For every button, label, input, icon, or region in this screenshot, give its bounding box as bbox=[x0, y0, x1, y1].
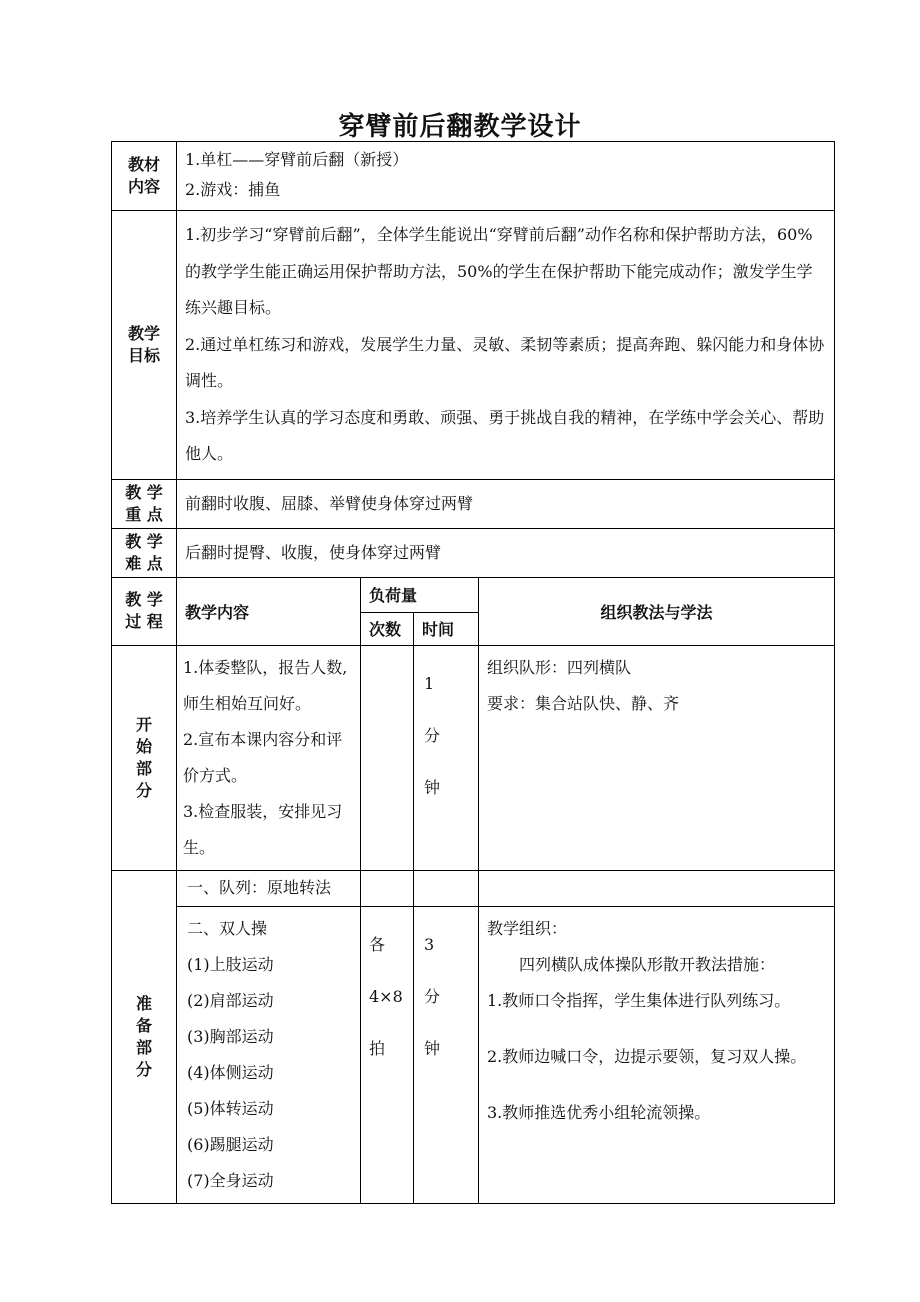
start-content-cell bbox=[177, 645, 361, 870]
prep-section-row-1 bbox=[112, 870, 835, 906]
content-line: 1.单杠——穿臂前后翻（新授） bbox=[185, 150, 409, 169]
reps-header: 次数 bbox=[361, 612, 414, 645]
load-header: 负荷量 bbox=[361, 577, 479, 612]
prep-drill-time bbox=[414, 870, 479, 906]
prep-content-title: 二、双人操 bbox=[187, 918, 268, 938]
objective-item: 3.培养学生认真的学习态度和勇敢、顽强、勇于挑战自我的精神，在学练中学会关心、帮助他人。 bbox=[185, 407, 825, 463]
prep-method-item: 2.教师边喊口令，边提示要领，复习双人操。 bbox=[487, 1046, 807, 1066]
prep-content-item: (4)体侧运动 bbox=[187, 1062, 274, 1082]
page-title: 穿臂前后翻教学设计 bbox=[338, 112, 582, 142]
start-reps-cell bbox=[361, 645, 414, 870]
prep-drill-reps bbox=[361, 870, 414, 906]
prep-drill-method bbox=[479, 870, 835, 906]
difficulty-label: 教 学 难 点 bbox=[112, 528, 177, 577]
content-row bbox=[112, 142, 835, 211]
prep-section-label: 准 备 部 分 bbox=[112, 870, 177, 1203]
prep-time-cell: 3 分 钟 bbox=[414, 906, 479, 1203]
start-content-item: 3.检查服装，安排见习生。 bbox=[183, 801, 343, 857]
objective-item: 1.初步学习“穿臂前后翻”，全体学生能说出“穿臂前后翻”动作名称和保护帮助方法，60%的教学学生能正确运用保护帮助方法，50%的学生在保护帮助下能完成动作；激发学生学练兴趣目标。 bbox=[185, 225, 813, 317]
difficulty-text: 后翻时提臀、收腹，使身体穿过两臂 bbox=[185, 542, 442, 562]
start-section-label: 开 始 部 分 bbox=[112, 645, 177, 870]
prep-content-cell bbox=[177, 906, 361, 1203]
prep-content-item: (3)胸部运动 bbox=[187, 1026, 274, 1046]
objectives-row bbox=[112, 211, 835, 480]
start-time-cell: 1 分 钟 bbox=[414, 645, 479, 870]
objective-item: 2.通过单杠练习和游戏，发展学生力量、灵敏、柔韧等素质；提高奔跑、躲闪能力和身体协调性。 bbox=[185, 334, 825, 390]
prep-method-item: 3.教师推选优秀小组轮流领操。 bbox=[487, 1102, 711, 1122]
process-content-header: 教学内容 bbox=[177, 577, 361, 645]
prep-method-title: 教学组织： bbox=[487, 918, 568, 938]
lesson-plan-table bbox=[111, 141, 835, 1204]
start-method-item: 要求：集合站队快、静、齐 bbox=[487, 693, 680, 713]
prep-method-intro: 四列横队成体操队形散开教法措施： bbox=[519, 954, 776, 974]
time-header: 时间 bbox=[414, 612, 479, 645]
start-method-item: 组织队形：四列横队 bbox=[487, 657, 632, 677]
prep-content-item: (6)踢腿运动 bbox=[187, 1134, 274, 1154]
prep-method-cell bbox=[479, 906, 835, 1203]
key-point-row bbox=[112, 479, 835, 528]
prep-drill-cell: 一、队列：原地转法 bbox=[177, 870, 361, 906]
start-content-item: 1.体委整队，报告人数,师生相始互问好。 bbox=[183, 657, 348, 713]
key-point-text: 前翻时收腹、屈膝、举臂使身体穿过两臂 bbox=[185, 493, 474, 513]
prep-content-item: (7)全身运动 bbox=[187, 1170, 274, 1190]
prep-content-item: (5)体转运动 bbox=[187, 1098, 274, 1118]
spacer bbox=[487, 1019, 828, 1039]
start-content-item: 2.宣布本课内容分和评价方式。 bbox=[183, 729, 343, 785]
content-cell bbox=[177, 142, 835, 211]
spacer bbox=[487, 1075, 828, 1095]
process-label: 教 学 过 程 bbox=[112, 577, 177, 645]
objectives-label: 教学 目标 bbox=[112, 211, 177, 480]
start-method-cell bbox=[479, 645, 835, 870]
prep-method-item: 1.教师口令指挥，学生集体进行队列练习。 bbox=[487, 990, 791, 1010]
process-header-row bbox=[112, 577, 835, 612]
method-header: 组织教法与学法 bbox=[479, 577, 835, 645]
difficulty-row bbox=[112, 528, 835, 577]
content-line: 2.游戏：捕鱼 bbox=[185, 180, 281, 199]
key-point-label: 教 学 重 点 bbox=[112, 479, 177, 528]
prep-reps-cell: 各 4×8 拍 bbox=[361, 906, 414, 1203]
prep-section-row-2 bbox=[112, 906, 835, 1203]
key-point-cell bbox=[177, 479, 835, 528]
difficulty-cell bbox=[177, 528, 835, 577]
start-section-row bbox=[112, 645, 835, 870]
prep-content-item: (1)上肢运动 bbox=[187, 954, 274, 974]
objectives-cell bbox=[177, 211, 835, 480]
content-label: 教材 内容 bbox=[112, 142, 177, 211]
prep-content-item: (2)肩部运动 bbox=[187, 990, 274, 1010]
